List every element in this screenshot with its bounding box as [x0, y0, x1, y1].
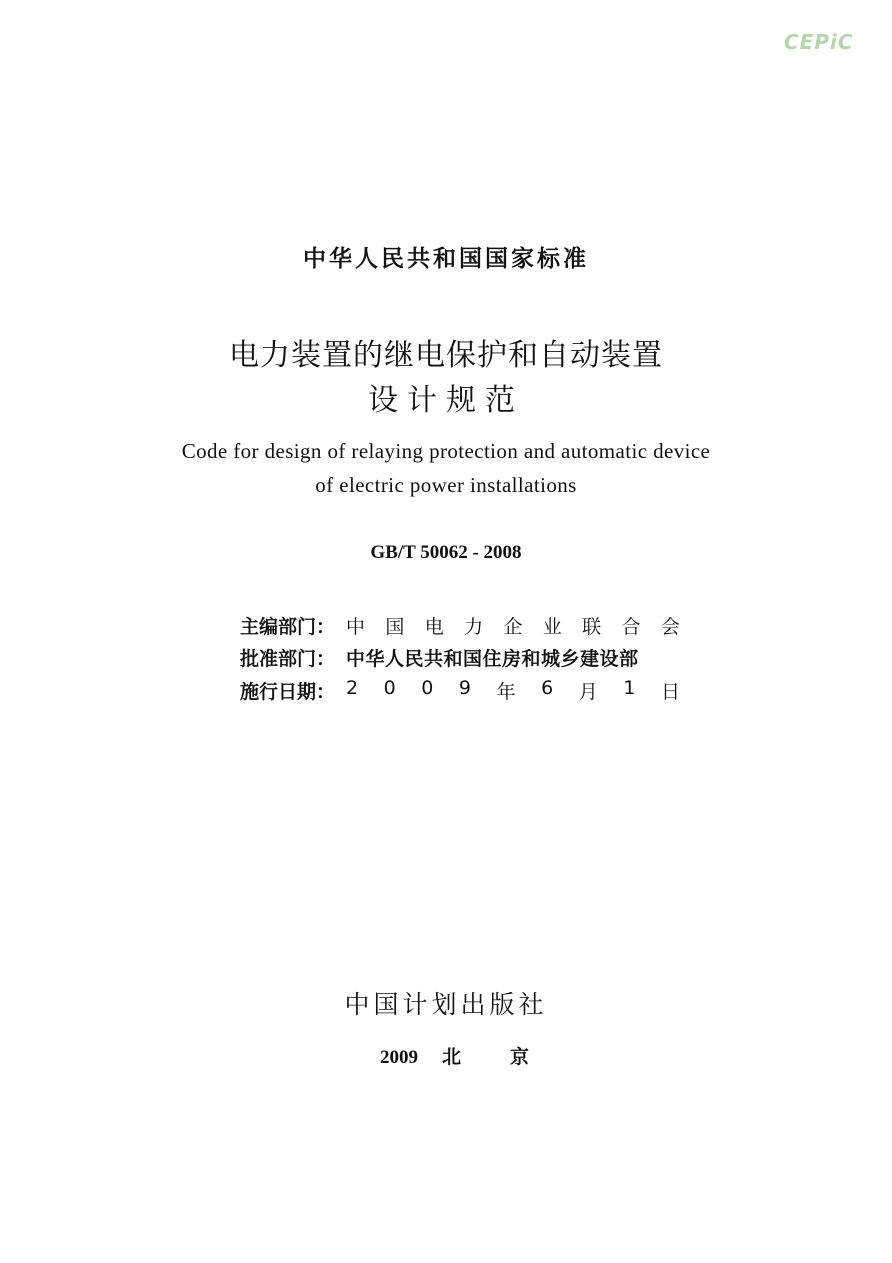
effective-date-char: 0: [421, 676, 434, 699]
editor-char: 电: [424, 615, 444, 638]
title-en-line-2: of electric power installations: [315, 473, 577, 497]
editor-value: [346, 612, 680, 639]
title-cn-line-1: 电力装置的继电保护和自动装置: [229, 338, 663, 373]
effective-date-value: [346, 677, 680, 704]
approver-text: 中华人民共和国住房和城乡建设部: [346, 647, 639, 670]
effective-date-char: 0: [383, 676, 396, 699]
editor-char: 联: [582, 615, 602, 638]
publication-line: [380, 1042, 529, 1069]
editor-char: 力: [464, 615, 484, 638]
effective-date-char: 年: [496, 680, 516, 703]
effective-date-label: 施行日期：: [240, 680, 336, 703]
approver-row: [240, 642, 680, 672]
cepic-watermark: CEPiC: [784, 30, 854, 54]
effective-date-char: 日: [660, 680, 680, 703]
effective-date-char: 2: [346, 676, 359, 699]
editor-char: 中: [346, 615, 366, 638]
publication-city-char: 京: [510, 1046, 530, 1068]
effective-date-char: 6: [541, 676, 554, 699]
title-en-line-1: Code for design of relaying protection and automatic device: [181, 439, 711, 463]
effective-date-char: 月: [578, 680, 598, 703]
approver-label: 批准部门：: [240, 647, 336, 670]
title-cn-line-2: 设计规范: [368, 383, 524, 418]
standard-classification: 中华人民共和国国家标准: [303, 246, 589, 272]
editor-char: 合: [621, 615, 641, 638]
publication-year: 2009: [380, 1047, 418, 1068]
editor-char: 业: [542, 615, 562, 638]
approver-value: [346, 644, 680, 671]
effective-date-row: [240, 675, 680, 705]
editor-row: [240, 610, 680, 640]
effective-date-char: 1: [623, 676, 636, 699]
effective-date-char: 9: [458, 676, 472, 699]
editor-label: 主编部门：: [240, 615, 336, 638]
editor-char: 会: [660, 615, 680, 638]
publication-city-char: 北: [442, 1046, 462, 1068]
editor-char: 国: [385, 615, 405, 638]
standard-code: GB/T 50062 - 2008: [370, 542, 522, 563]
editor-char: 企: [503, 615, 523, 638]
publisher-name: 中国计划出版社: [344, 990, 548, 1019]
